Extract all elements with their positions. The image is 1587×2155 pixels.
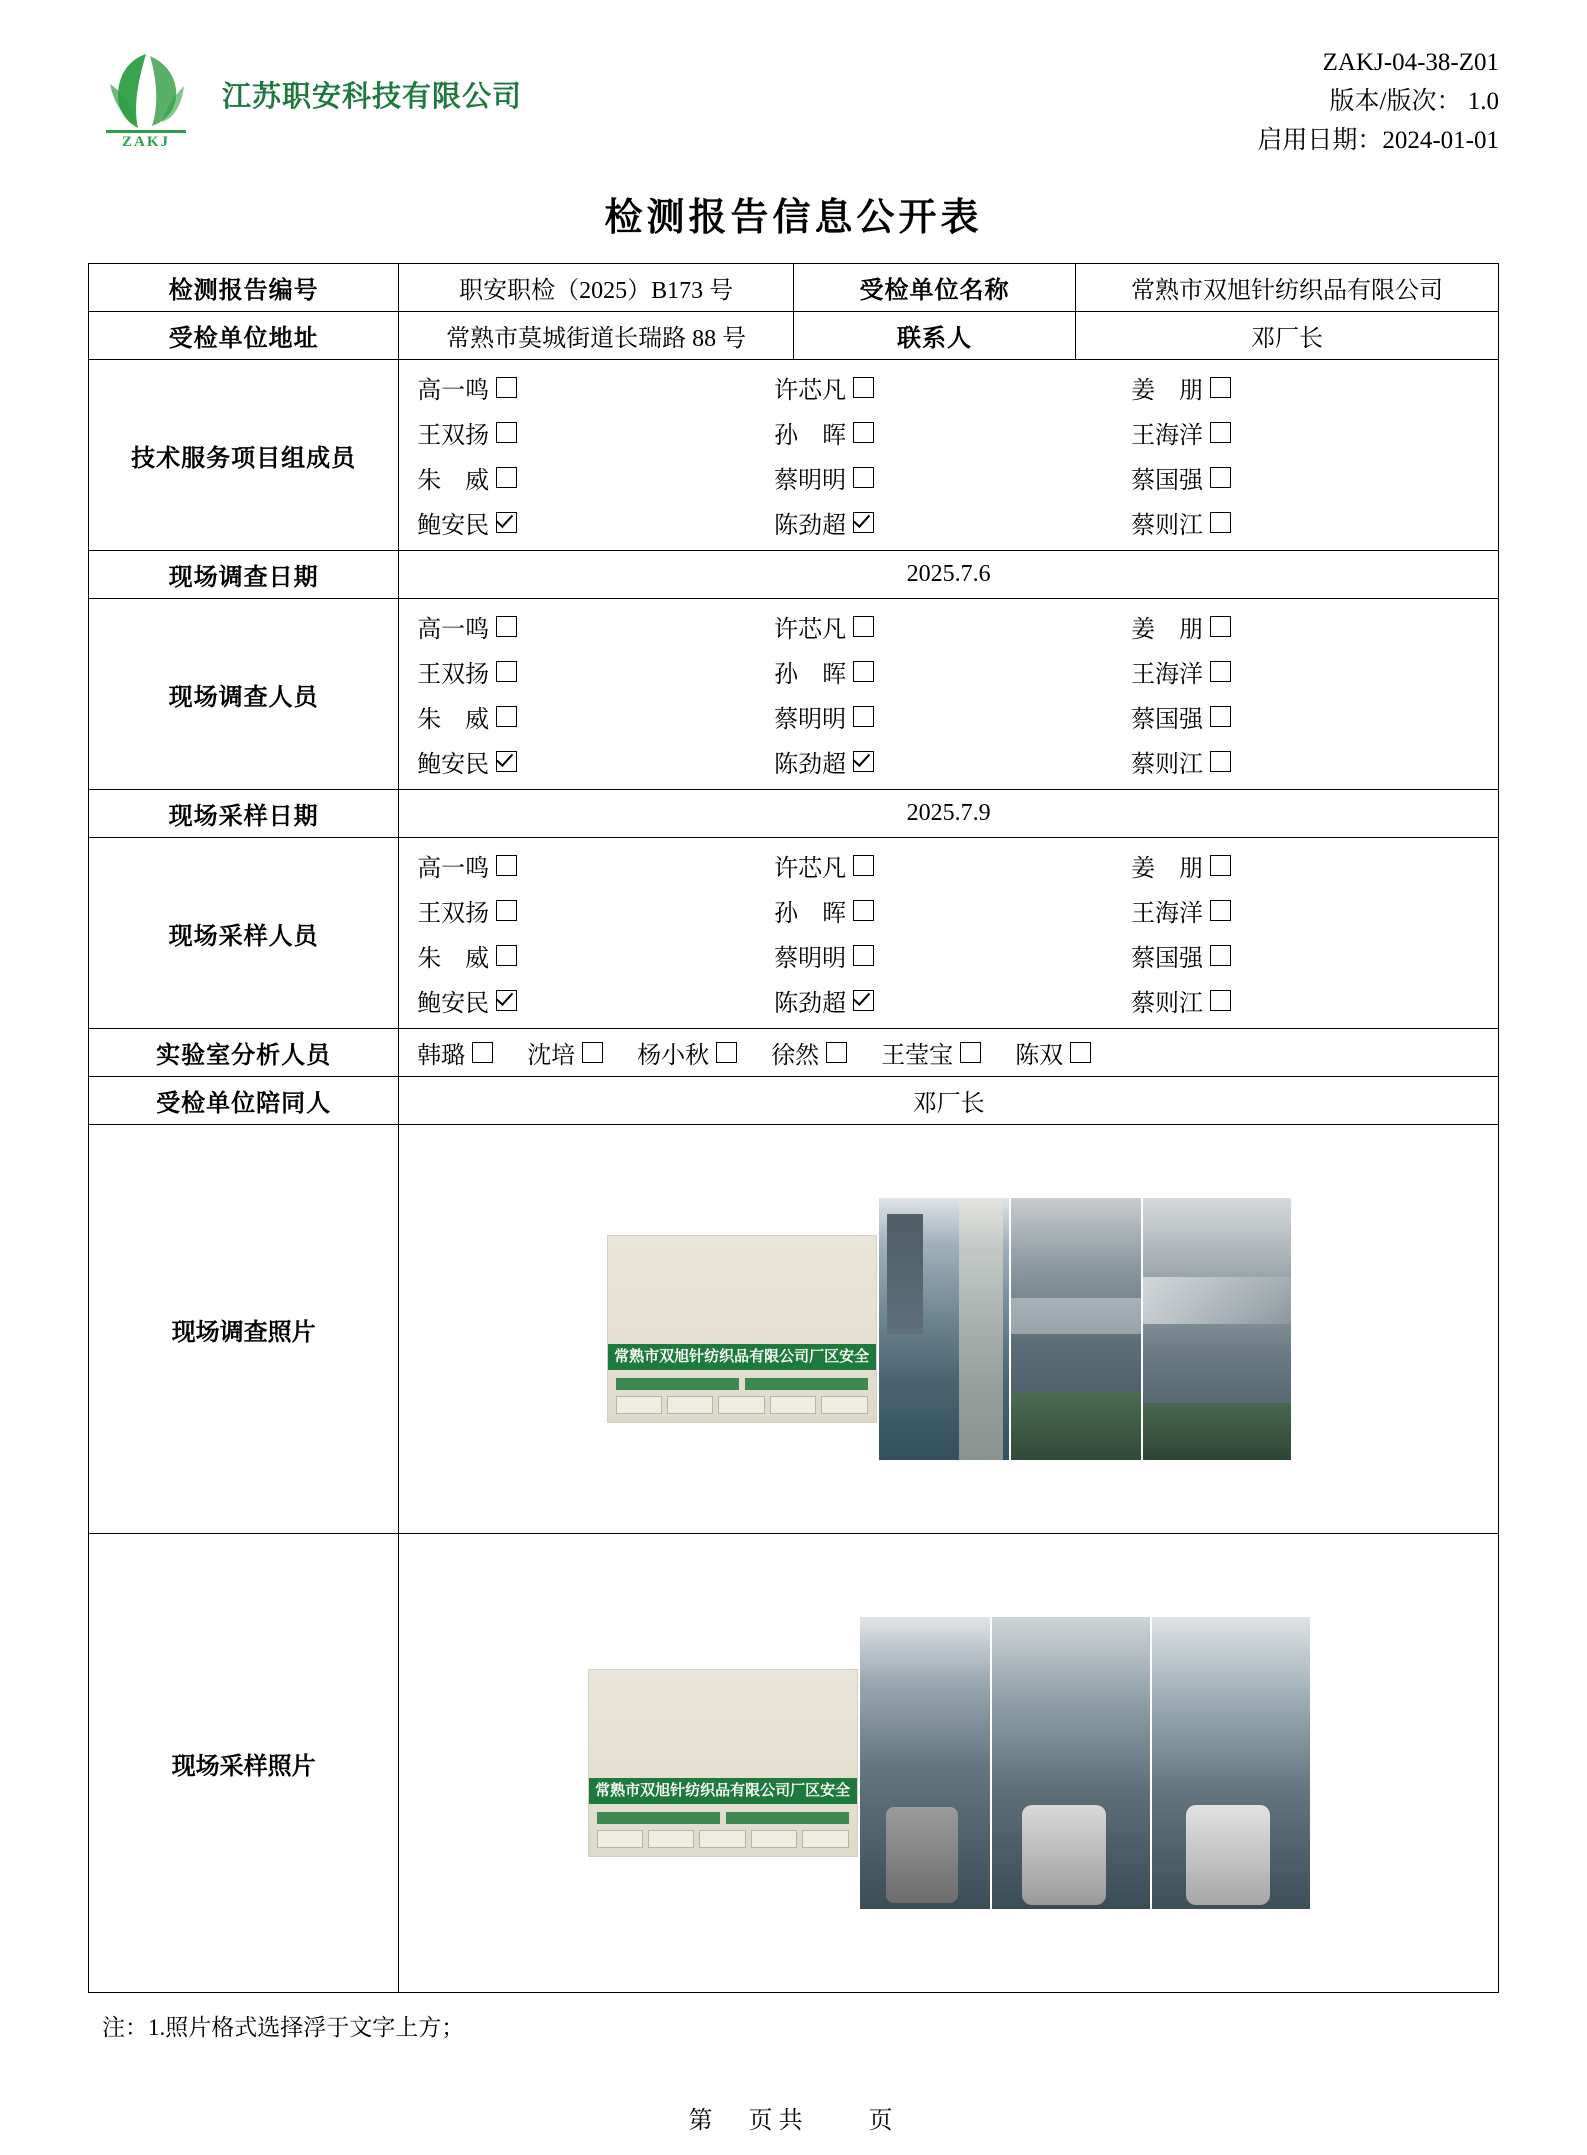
lab-staff-name: 徐然 bbox=[771, 1043, 820, 1070]
tech-team-checkbox[interactable] bbox=[1210, 512, 1231, 533]
client-name-value: 常熟市双旭针纺织品有限公司 bbox=[1075, 264, 1498, 312]
tech-team-name: 蔡国强 bbox=[1131, 468, 1204, 495]
tech-team-cell bbox=[399, 360, 1499, 551]
survey-staff-checkbox[interactable] bbox=[1210, 751, 1231, 772]
sampling-staff-item[interactable] bbox=[417, 983, 774, 1018]
tech-team-checkbox[interactable] bbox=[496, 422, 517, 443]
tech-team-label: 技术服务项目组成员 bbox=[89, 360, 399, 551]
knitting-machine-photo-2 bbox=[1143, 1198, 1291, 1460]
sampling-staff-checkbox[interactable] bbox=[853, 855, 874, 876]
sampling-staff-name: 鲍安民 bbox=[417, 991, 490, 1018]
table-row bbox=[89, 264, 1499, 312]
tech-team-name: 高一鸣 bbox=[417, 378, 490, 405]
sampling-device-photo-2 bbox=[992, 1617, 1150, 1909]
tech-team-item[interactable] bbox=[417, 415, 774, 450]
survey-staff-item[interactable] bbox=[1131, 654, 1488, 689]
sampling-staff-name: 陈劲超 bbox=[774, 991, 847, 1018]
survey-staff-checkbox[interactable] bbox=[853, 706, 874, 727]
lab-staff-cell bbox=[399, 1029, 1499, 1077]
lab-staff-name: 韩璐 bbox=[417, 1043, 466, 1070]
sampling-staff-name: 蔡国强 bbox=[1131, 946, 1204, 973]
sampling-staff-name: 蔡明明 bbox=[774, 946, 847, 973]
survey-staff-checkbox[interactable] bbox=[1210, 616, 1231, 637]
survey-staff-item[interactable] bbox=[774, 744, 1131, 779]
survey-staff-checkbox[interactable] bbox=[496, 616, 517, 637]
document-version: 版本/版次： 1.0 bbox=[1329, 87, 1499, 115]
survey-staff-item[interactable] bbox=[1131, 609, 1488, 644]
tech-team-item[interactable] bbox=[417, 505, 774, 540]
lab-staff-checkbox-row[interactable] bbox=[407, 1035, 1490, 1070]
table-row bbox=[89, 599, 1499, 790]
tech-team-name: 蔡则江 bbox=[1131, 513, 1204, 540]
sampling-staff-item[interactable] bbox=[417, 893, 774, 928]
tech-team-checkbox[interactable] bbox=[853, 422, 874, 443]
sampling-staff-item[interactable] bbox=[1131, 983, 1488, 1018]
survey-staff-checkbox[interactable] bbox=[1210, 706, 1231, 727]
tech-team-checkbox[interactable] bbox=[853, 512, 874, 533]
sampling-staff-item[interactable] bbox=[774, 893, 1131, 928]
sampling-staff-item[interactable] bbox=[417, 938, 774, 973]
page-title: 检测报告信息公开表 bbox=[604, 197, 983, 240]
survey-staff-checkbox[interactable] bbox=[853, 751, 874, 772]
sampling-staff-label: 现场采样人员 bbox=[89, 838, 399, 1029]
sampling-staff-checkbox[interactable] bbox=[496, 945, 517, 966]
sampling-staff-checkbox[interactable] bbox=[1210, 990, 1231, 1011]
survey-staff-item[interactable] bbox=[774, 654, 1131, 689]
document-code: ZAKJ-04-38-Z01 bbox=[1322, 49, 1499, 76]
sign-boxes bbox=[616, 1396, 868, 1414]
factory-safety-sign-photo bbox=[607, 1235, 877, 1423]
survey-staff-item[interactable] bbox=[417, 699, 774, 734]
lab-staff-checkbox[interactable] bbox=[960, 1042, 981, 1063]
survey-staff-item[interactable] bbox=[417, 654, 774, 689]
sampling-staff-checkbox-grid[interactable] bbox=[407, 844, 1490, 1022]
contact-value: 邓厂长 bbox=[1075, 312, 1498, 360]
sampling-staff-item[interactable] bbox=[1131, 848, 1488, 883]
sampling-staff-checkbox[interactable] bbox=[496, 855, 517, 876]
survey-staff-name: 蔡明明 bbox=[774, 707, 847, 734]
tech-team-name: 许芯凡 bbox=[774, 378, 847, 405]
footer-note: 注：1.照片格式选择浮于文字上方； bbox=[102, 2015, 465, 2041]
sampling-staff-checkbox[interactable] bbox=[1210, 945, 1231, 966]
sampling-photo-strip bbox=[399, 1534, 1498, 1992]
survey-date-label: 现场调查日期 bbox=[89, 551, 399, 599]
sampling-staff-checkbox[interactable] bbox=[496, 900, 517, 921]
header-left bbox=[88, 38, 522, 150]
survey-staff-name: 陈劲超 bbox=[774, 752, 847, 779]
sampling-staff-item[interactable] bbox=[1131, 938, 1488, 973]
survey-staff-item[interactable] bbox=[774, 609, 1131, 644]
sampling-staff-checkbox[interactable] bbox=[853, 990, 874, 1011]
sampling-staff-checkbox[interactable] bbox=[1210, 900, 1231, 921]
svg-text:ZAKJ: ZAKJ bbox=[121, 134, 171, 150]
report-info-table bbox=[88, 263, 1499, 1993]
sampling-staff-name: 孙 晖 bbox=[774, 901, 847, 928]
survey-staff-name: 许芯凡 bbox=[774, 617, 847, 644]
sign-caption: 常熟市双旭针纺织品有限公司厂区安全 bbox=[595, 1783, 851, 1800]
sampling-date-value: 2025.7.9 bbox=[399, 790, 1499, 838]
sampling-staff-cell bbox=[399, 838, 1499, 1029]
table-row bbox=[89, 360, 1499, 551]
lab-staff-checkbox[interactable] bbox=[582, 1042, 603, 1063]
survey-staff-name: 鲍安民 bbox=[417, 752, 490, 779]
sampling-staff-name: 蔡则江 bbox=[1131, 991, 1204, 1018]
table-row bbox=[89, 1077, 1499, 1125]
header-right bbox=[1257, 38, 1499, 160]
survey-staff-item[interactable] bbox=[1131, 744, 1488, 779]
tech-team-name: 王海洋 bbox=[1131, 423, 1204, 450]
sampling-staff-checkbox[interactable] bbox=[1210, 855, 1231, 876]
lab-staff-label: 实验室分析人员 bbox=[89, 1029, 399, 1077]
survey-staff-checkbox[interactable] bbox=[853, 661, 874, 682]
tech-team-checkbox[interactable] bbox=[853, 467, 874, 488]
lab-staff-checkbox[interactable] bbox=[472, 1042, 493, 1063]
report-no-label: 检测报告编号 bbox=[89, 264, 399, 312]
tech-team-name: 王双扬 bbox=[417, 423, 490, 450]
company-name: 江苏职安科技有限公司 bbox=[222, 80, 523, 113]
sampling-photos-label: 现场采样照片 bbox=[89, 1534, 399, 1993]
tech-team-item[interactable] bbox=[1131, 370, 1488, 405]
sampling-staff-name: 许芯凡 bbox=[774, 856, 847, 883]
sign-caption: 常熟市双旭针纺织品有限公司厂区安全 bbox=[614, 1349, 870, 1366]
sampling-staff-checkbox[interactable] bbox=[496, 990, 517, 1011]
survey-staff-checkbox[interactable] bbox=[853, 616, 874, 637]
survey-staff-name: 王海洋 bbox=[1131, 662, 1204, 689]
lab-staff-item[interactable] bbox=[527, 1035, 603, 1070]
lab-staff-name: 陈双 bbox=[1015, 1043, 1064, 1070]
sampling-staff-checkbox[interactable] bbox=[853, 945, 874, 966]
survey-staff-cell bbox=[399, 599, 1499, 790]
factory-safety-sign-photo bbox=[588, 1669, 858, 1857]
table-row bbox=[89, 838, 1499, 1029]
tech-team-item[interactable] bbox=[417, 370, 774, 405]
survey-photos-cell bbox=[399, 1125, 1499, 1534]
survey-photo-strip bbox=[399, 1125, 1498, 1533]
sign-boxes bbox=[597, 1830, 849, 1848]
sampling-device-photo-3 bbox=[1152, 1617, 1310, 1909]
tech-team-item[interactable] bbox=[774, 415, 1131, 450]
lab-staff-name: 王莹宝 bbox=[881, 1043, 954, 1070]
table-row bbox=[89, 551, 1499, 599]
tech-team-checkbox[interactable] bbox=[853, 377, 874, 398]
lab-staff-checkbox[interactable] bbox=[1070, 1042, 1091, 1063]
tech-team-checkbox[interactable] bbox=[1210, 422, 1231, 443]
lab-staff-item[interactable] bbox=[771, 1035, 847, 1070]
tech-team-name: 鲍安民 bbox=[417, 513, 490, 540]
address-value: 常熟市莫城街道长瑞路 88 号 bbox=[399, 312, 794, 360]
sampling-photos-cell bbox=[399, 1534, 1499, 1993]
survey-staff-name: 蔡国强 bbox=[1131, 707, 1204, 734]
survey-staff-name: 姜 朋 bbox=[1131, 617, 1204, 644]
tech-team-checkbox[interactable] bbox=[1210, 467, 1231, 488]
sampling-staff-name: 朱 威 bbox=[417, 946, 490, 973]
sampling-staff-item[interactable] bbox=[1131, 893, 1488, 928]
tech-team-checkbox[interactable] bbox=[496, 377, 517, 398]
escort-label: 受检单位陪同人 bbox=[89, 1077, 399, 1125]
sign-subpanels bbox=[616, 1378, 868, 1392]
survey-staff-name: 蔡则江 bbox=[1131, 752, 1204, 779]
tech-team-name: 姜 朋 bbox=[1131, 378, 1204, 405]
tech-team-item[interactable] bbox=[1131, 415, 1488, 450]
sampling-staff-name: 高一鸣 bbox=[417, 856, 490, 883]
sampling-staff-item[interactable] bbox=[774, 938, 1131, 973]
survey-staff-label: 现场调查人员 bbox=[89, 599, 399, 790]
client-name-label: 受检单位名称 bbox=[793, 264, 1075, 312]
lab-staff-name: 沈培 bbox=[527, 1043, 576, 1070]
tech-team-name: 孙 晖 bbox=[774, 423, 847, 450]
yarn-workshop-photo bbox=[1011, 1198, 1141, 1460]
table-row bbox=[89, 1534, 1499, 1993]
tech-team-checkbox[interactable] bbox=[496, 467, 517, 488]
survey-staff-item[interactable] bbox=[417, 609, 774, 644]
table-row bbox=[89, 312, 1499, 360]
lab-staff-name: 杨小秋 bbox=[637, 1043, 710, 1070]
survey-photos-label: 现场调查照片 bbox=[89, 1125, 399, 1534]
sampling-staff-name: 王双扬 bbox=[417, 901, 490, 928]
table-row bbox=[89, 1125, 1499, 1534]
contact-label: 联系人 bbox=[793, 312, 1075, 360]
survey-staff-name: 孙 晖 bbox=[774, 662, 847, 689]
tech-team-checkbox[interactable] bbox=[496, 512, 517, 533]
company-logo-icon bbox=[88, 38, 204, 150]
survey-staff-checkbox-grid[interactable] bbox=[407, 605, 1490, 783]
survey-staff-checkbox[interactable] bbox=[1210, 661, 1231, 682]
tech-team-item[interactable] bbox=[417, 460, 774, 495]
knitting-machine-photo-1 bbox=[879, 1198, 1009, 1460]
survey-staff-name: 高一鸣 bbox=[417, 617, 490, 644]
table-row bbox=[89, 1029, 1499, 1077]
lab-staff-checkbox[interactable] bbox=[826, 1042, 847, 1063]
lab-staff-item[interactable] bbox=[637, 1035, 737, 1070]
escort-value: 邓厂长 bbox=[399, 1077, 1499, 1125]
tech-team-item[interactable] bbox=[1131, 505, 1488, 540]
tech-team-item[interactable] bbox=[774, 460, 1131, 495]
survey-staff-checkbox[interactable] bbox=[496, 661, 517, 682]
tech-team-name: 蔡明明 bbox=[774, 468, 847, 495]
sampling-staff-checkbox[interactable] bbox=[853, 900, 874, 921]
report-no-value: 职安职检（2025）B173 号 bbox=[399, 264, 794, 312]
document-effective-date: 启用日期：2024-01-01 bbox=[1257, 126, 1499, 154]
sampling-staff-item[interactable] bbox=[417, 848, 774, 883]
sign-subpanels bbox=[597, 1812, 849, 1826]
sampling-staff-item[interactable] bbox=[774, 983, 1131, 1018]
survey-staff-name: 朱 威 bbox=[417, 707, 490, 734]
tech-team-item[interactable] bbox=[774, 505, 1131, 540]
sampling-date-label: 现场采样日期 bbox=[89, 790, 399, 838]
survey-staff-name: 王双扬 bbox=[417, 662, 490, 689]
address-label: 受检单位地址 bbox=[89, 312, 399, 360]
lab-staff-checkbox[interactable] bbox=[716, 1042, 737, 1063]
page-header bbox=[88, 38, 1499, 160]
tech-team-checkbox[interactable] bbox=[1210, 377, 1231, 398]
tech-team-checkbox-grid[interactable] bbox=[407, 366, 1490, 544]
tech-team-name: 朱 威 bbox=[417, 468, 490, 495]
sampling-staff-name: 王海洋 bbox=[1131, 901, 1204, 928]
survey-staff-checkbox[interactable] bbox=[496, 706, 517, 727]
sampling-staff-item[interactable] bbox=[774, 848, 1131, 883]
survey-staff-checkbox[interactable] bbox=[496, 751, 517, 772]
survey-date-value: 2025.7.6 bbox=[399, 551, 1499, 599]
tech-team-item[interactable] bbox=[774, 370, 1131, 405]
page-number: 第 页共 页 bbox=[688, 2108, 899, 2135]
tech-team-item[interactable] bbox=[1131, 460, 1488, 495]
survey-staff-item[interactable] bbox=[774, 699, 1131, 734]
table-row bbox=[89, 790, 1499, 838]
lab-staff-item[interactable] bbox=[881, 1035, 981, 1070]
tech-team-name: 陈劲超 bbox=[774, 513, 847, 540]
survey-staff-item[interactable] bbox=[417, 744, 774, 779]
survey-staff-item[interactable] bbox=[1131, 699, 1488, 734]
lab-staff-item[interactable] bbox=[1015, 1035, 1091, 1070]
sampling-device-photo-1 bbox=[860, 1617, 990, 1909]
sampling-staff-name: 姜 朋 bbox=[1131, 856, 1204, 883]
lab-staff-item[interactable] bbox=[417, 1035, 493, 1070]
